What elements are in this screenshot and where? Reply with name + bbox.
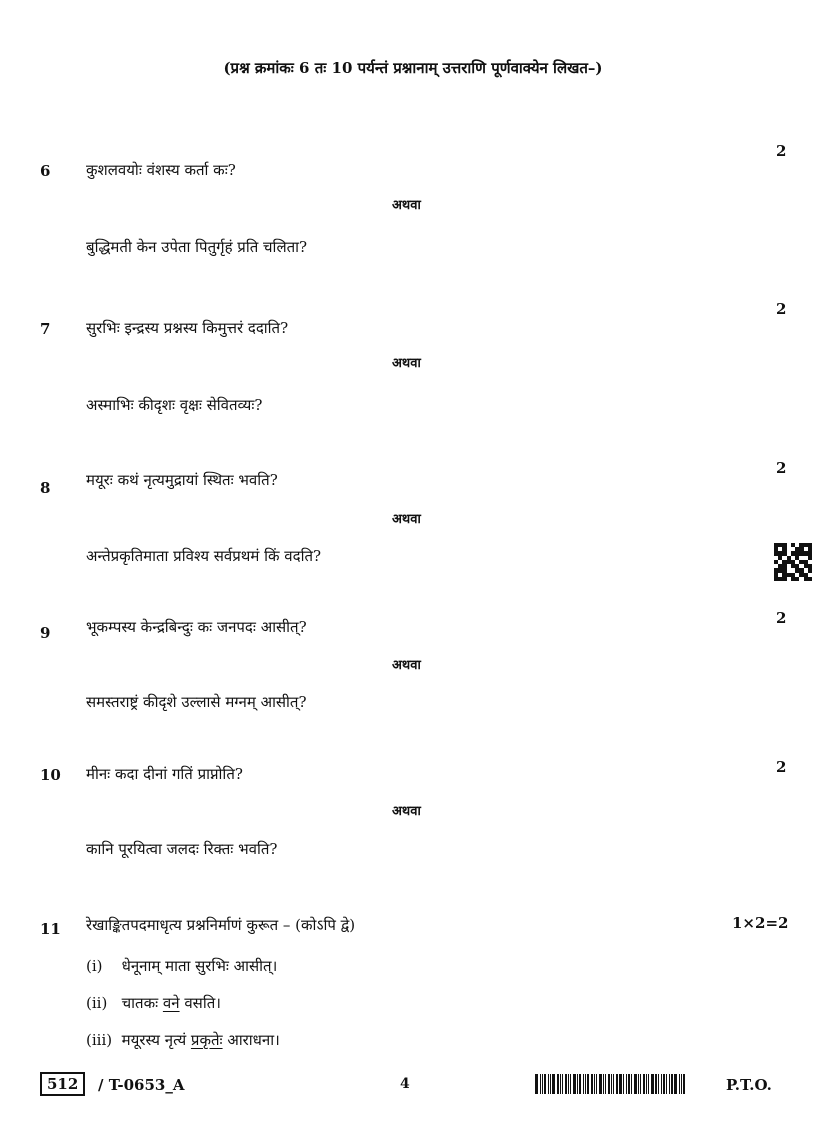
question-10-alt-text: कानि पूरयित्वा जलदः रिक्तः भवति? [86,840,278,858]
barcode-stripe [603,1074,604,1094]
barcode-stripe [611,1074,612,1094]
question-11-text: रेखाङ्कितपदमाधृत्य प्रश्ननिर्माणं कुरूत – (कोऽपि द्वे) [86,916,356,934]
barcode-stripe [548,1074,549,1094]
or-label-10: अथवा [392,804,421,819]
barcode-stripe [681,1074,682,1094]
question-number-10: 10 [40,766,61,784]
barcode-stripe [535,1074,538,1094]
paper-number-box: 512 [40,1072,85,1096]
qr-module [808,577,812,581]
question-number-6: 6 [40,162,51,180]
barcode-stripe [651,1074,654,1094]
barcode-stripe [679,1074,680,1094]
barcode-stripe [605,1074,606,1094]
barcode-stripe [634,1074,637,1094]
paper-code: / T-0653_A [98,1076,185,1094]
marks-q9: 2 [776,609,787,627]
barcode-stripe [683,1074,685,1094]
barcode-stripe [648,1074,649,1094]
question-10-text: मीनः कदा दीनां गतिं प्राप्नोति? [86,765,243,783]
barcode-stripe [585,1074,586,1094]
barcode-stripe [671,1074,673,1094]
barcode-stripe [587,1074,589,1094]
question-7-text: सुरभिः इन्द्रस्य प्रश्नस्य किमुत्तरं ददाति? [86,319,289,337]
barcode-stripe [570,1074,571,1094]
barcode-stripe [591,1074,593,1094]
barcode-stripe [540,1074,541,1094]
barcode-stripe [594,1074,595,1094]
barcode-stripe [573,1074,576,1094]
underlined-word: प्रकृतेः [190,1031,223,1049]
q11-item-i [86,956,277,976]
barcode-stripe [669,1074,670,1094]
pto-label: P.T.O. [726,1076,772,1094]
or-label-9: अथवा [392,658,421,673]
item-text-before: मयूरस्य नृत्यं [121,1031,191,1049]
question-9-alt-text: समस्तराष्ट्रं कीदृशे उल्लासे मग्नम् आसीत्? [86,693,307,711]
question-number-11: 11 [40,920,61,938]
item-label: (iii) [86,1031,113,1049]
question-6-text: कुशलवयोः वंशस्य कर्ता कः? [86,161,236,179]
barcode-stripe [623,1074,624,1094]
barcode-icon [535,1074,710,1094]
marks-q7: 2 [776,300,787,318]
marks-q8: 2 [776,459,787,477]
barcode-stripe [640,1074,641,1094]
question-8-alt-text: अन्तेप्रकृतिमाता प्रविश्य सर्वप्रथमं किं वदति? [86,547,322,565]
question-number-8: 8 [40,479,51,497]
marks-q6: 2 [776,142,787,160]
question-number-7: 7 [40,320,51,338]
question-7-alt-text: अस्माभिः कीदृशः वृक्षः सेवितव्यः? [86,396,263,414]
barcode-stripe [599,1074,602,1094]
q11-item-ii [86,993,221,1013]
or-label-8: अथवा [392,512,421,527]
item-label: (ii) [86,994,108,1012]
item-text-after: आराधना। [222,1031,280,1049]
barcode-stripe [583,1074,584,1094]
item-text-before: चातकः [121,994,163,1012]
barcode-stripe [658,1074,659,1094]
barcode-stripe [565,1074,567,1094]
question-8-text: मयूरः कथं नृत्यमुद्रायां स्थितः भवति? [86,471,278,489]
barcode-stripe [661,1074,662,1094]
barcode-stripe [557,1074,559,1094]
barcode-stripe [596,1074,597,1094]
barcode-stripe [542,1074,543,1094]
item-label: (i) [86,957,103,975]
barcode-stripe [674,1074,677,1094]
barcode-stripe [568,1074,569,1094]
question-9-text: भूकम्पस्य केन्द्रबिन्दुः कः जनपदः आसीत्? [86,618,307,636]
barcode-stripe [562,1074,563,1094]
barcode-stripe [638,1074,639,1094]
barcode-stripe [616,1074,618,1094]
qr-code-icon [774,543,812,581]
item-text-after: वसति। [179,994,221,1012]
or-label-6: अथवा [392,198,421,213]
barcode-stripe [643,1074,645,1094]
question-number-9: 9 [40,624,51,642]
question-6-alt-text: बुद्धिमती केन उपेता पितुर्गृहं प्रति चलिता? [86,238,308,256]
underlined-word: वने [162,994,180,1012]
barcode-stripe [666,1074,667,1094]
item-text-before: धेनूनाम् [121,957,161,975]
marks-q11: 1×2=2 [732,914,789,932]
barcode-stripe [619,1074,622,1094]
barcode-stripe [544,1074,546,1094]
barcode-stripe [628,1074,630,1094]
or-label-7: अथवा [392,356,421,371]
barcode-stripe [631,1074,632,1094]
item-text-after: माता सुरभिः आसीत्। [160,957,278,975]
barcode-stripe [655,1074,657,1094]
page-number: 4 [400,1076,410,1092]
barcode-stripe [626,1074,627,1094]
barcode-stripe [663,1074,665,1094]
barcode-stripe [552,1074,555,1094]
barcode-stripe [550,1074,551,1094]
barcode-stripe [613,1074,614,1094]
barcode-stripe [577,1074,578,1094]
barcode-stripe [608,1074,610,1094]
barcode-stripe [560,1074,561,1094]
instruction-text: (प्रश्न क्रमांकः 6 तः 10 पर्यन्तं प्रश्नानाम् उत्तराणि पूर्णवाक्येन लिखत–) [223,59,603,77]
barcode-stripe [646,1074,647,1094]
barcode-stripe [579,1074,581,1094]
marks-q10: 2 [776,758,787,776]
q11-item-iii [86,1030,280,1050]
